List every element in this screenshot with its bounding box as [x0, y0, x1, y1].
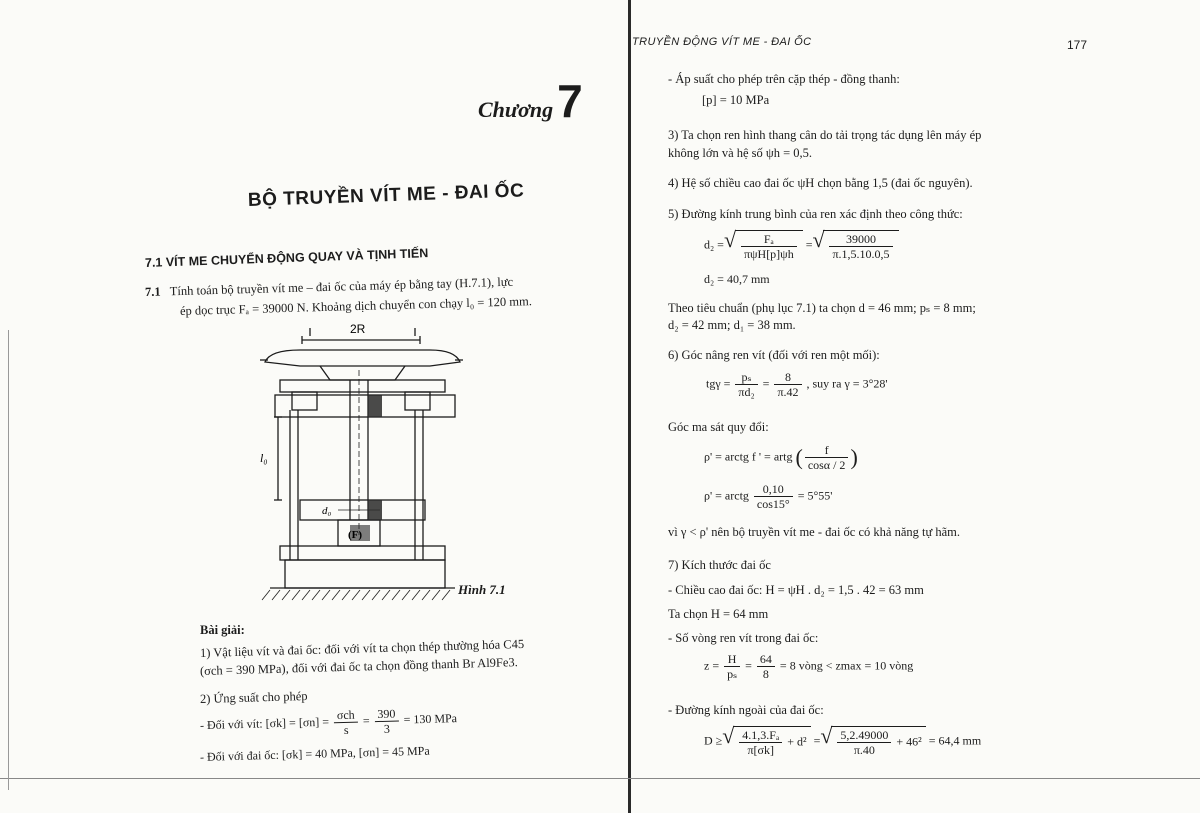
- page-number: 177: [1067, 38, 1088, 52]
- step7: 7) Kích thước đai ốc: [668, 558, 771, 572]
- friction-title: Góc ma sát quy đổi:: [668, 420, 769, 434]
- solution-heading: Bài giải:: [200, 623, 245, 637]
- press-machine-figure: [250, 320, 520, 605]
- section-title: 7.1 VÍT ME CHUYỂN ĐỘNG QUAY VÀ TỊNH TIẾN: [144, 246, 429, 270]
- rho-1-frac: [805, 443, 849, 472]
- rho-formula-2: [704, 482, 832, 511]
- figure-label-f: (F): [348, 529, 363, 541]
- frac-denominator: π.40: [853, 743, 875, 757]
- d2-frac-1: [741, 232, 797, 261]
- turns-title: - Số vòng ren vít trong đai ốc:: [668, 631, 819, 645]
- d2-formula: [704, 230, 899, 261]
- figure-label-2r: 2R: [350, 322, 366, 336]
- frac-numerator: √ 5,2.49000: [837, 728, 891, 743]
- frac-numerator: √ 39000: [829, 232, 892, 247]
- problem-line-1: Tính toán bộ truyền vít me – đai ốc của máy ép bằng tay (H.7.1), lực: [169, 274, 514, 299]
- tg-frac-1: [735, 370, 757, 399]
- rho-2-prefix: ρ' = arctg: [704, 488, 749, 503]
- tg-frac-2: [774, 370, 801, 399]
- scan-left-edge: [8, 330, 9, 790]
- step4: 4) Hệ số chiều cao đai ốc ψH chọn bằng 1,5 (đai ốc nguyên).: [668, 176, 973, 190]
- frac-numerator: H: [724, 652, 740, 667]
- problem-line-2: ép dọc trục Fₐ = 39000 N. Khoảng dịch chuyển con chạy l₀ = 120 mm.: [179, 294, 533, 318]
- frac-numerator: 8: [774, 370, 801, 385]
- frac-numerator: 0,10: [754, 482, 793, 497]
- d2-equals: =: [805, 237, 813, 252]
- frac-denominator: πψH[p]ψh: [743, 247, 794, 261]
- rho-2-frac: [754, 482, 793, 511]
- problem-number: 7.1: [144, 284, 161, 299]
- chapter-heading: [478, 74, 583, 128]
- frac-denominator: 3: [383, 721, 391, 736]
- turns-equals: =: [745, 658, 752, 673]
- frac-numerator: 64: [757, 652, 775, 667]
- outer-lhs: D ≥: [704, 733, 723, 748]
- outer-sqrt-2-tail: + 46²: [896, 734, 922, 749]
- frac-numerator: f: [805, 443, 849, 458]
- frac-denominator: π.42: [777, 385, 799, 399]
- outer-sqrt-1: [733, 726, 810, 757]
- step2-nut-line: - Đối với đai ốc: [σk] = 40 MPa, [σn] = 45 MPa: [199, 743, 430, 764]
- d2-result: d₂ = 40,7 mm: [704, 272, 770, 286]
- outer-equals: =: [813, 733, 821, 748]
- frac-numerator: √ 4.1,3.Fₐ: [739, 728, 782, 743]
- d2-sqrt-1: [735, 230, 803, 261]
- turns-result: = 8 vòng < zmax = 10 vòng: [779, 658, 914, 673]
- outer-frac-1: [739, 728, 782, 757]
- step6: 6) Góc nâng ren vít (đối với ren một mối):: [668, 348, 880, 362]
- chapter-word: Chương: [478, 97, 554, 122]
- choose-h: Ta chọn H = 64 mm: [668, 607, 769, 621]
- step2-screw-frac-1: [334, 708, 359, 738]
- tg-formula: [706, 370, 888, 399]
- rho-1-prefix: ρ' = arctg f ' = artg: [704, 449, 793, 464]
- turns-lhs: z =: [704, 658, 720, 673]
- frac-numerator: 390: [374, 706, 398, 722]
- frac-denominator: π[σk]: [747, 743, 775, 757]
- step2-screw-prefix: - Đối với vít: [σk] = [σn] =: [199, 714, 330, 733]
- frac-denominator: πd₂: [738, 385, 755, 399]
- scan-bottom-line: [0, 778, 1200, 779]
- frac-numerator: √ Fₐ: [741, 232, 797, 247]
- outer-sqrt-2: [831, 726, 925, 757]
- outer-title: - Đường kính ngoài của đai ốc:: [668, 703, 824, 717]
- step2-title: 2) Ứng suất cho phép: [199, 688, 308, 706]
- turns-formula: [704, 652, 913, 681]
- chapter-title: BỘ TRUYỀN VÍT ME - ĐAI ỐC: [247, 180, 525, 211]
- nut-height: - Chiều cao đai ốc: H = ψH . d₂ = 1,5 . 42 = 63 mm: [668, 583, 924, 597]
- frac-numerator: pₛ: [735, 370, 757, 385]
- self-lock-line: vì γ < ρ' nên bộ truyền vít me - đai ốc có khả năng tự hãm.: [668, 525, 961, 539]
- step1-line-2: (σch = 390 MPa), đối với đai ốc ta chọn đồng thanh Br Al9Fe3.: [199, 655, 518, 678]
- outer-sqrt-1-tail: + d²: [787, 734, 807, 749]
- frac-denominator: π.1,5.10.0,5: [832, 247, 890, 261]
- figure-label-l0: l₀: [260, 451, 268, 465]
- chapter-number: 7: [557, 75, 583, 127]
- outer-formula: [704, 726, 981, 757]
- turns-frac-1: [724, 652, 740, 681]
- pressure-line: - Áp suất cho phép trên cặp thép - đồng thanh:: [668, 72, 900, 86]
- pressure-value: [p] = 10 MPa: [702, 93, 770, 107]
- frac-denominator: 8: [762, 667, 769, 681]
- d2-frac-2: [829, 232, 892, 261]
- tg-result: , suy ra γ = 3°28': [806, 376, 888, 391]
- tg-equals: =: [762, 376, 770, 391]
- outer-frac-2: [837, 728, 891, 757]
- turns-frac-2: [757, 652, 775, 681]
- figure-caption: Hình 7.1: [458, 582, 506, 597]
- tg-lhs: tgγ =: [706, 376, 731, 391]
- standard-line-1: Theo tiêu chuẩn (phụ lục 7.1) ta chọn d = 46 mm; pₛ = 8 mm;: [668, 301, 976, 315]
- d2-sqrt-2: [823, 230, 898, 261]
- step1-line-1: 1) Vật liệu vít và đai ốc: đối với vít ta chọn thép thường hóa C45: [199, 636, 525, 660]
- step3-line-1: 3) Ta chọn ren hình thang cân do tải trọng tác dụng lên máy ép: [668, 128, 982, 142]
- step2-screw-line: [200, 705, 458, 741]
- step2-screw-equals: =: [362, 713, 370, 728]
- step2-screw-result: = 130 MPa: [403, 711, 458, 727]
- page-gutter: [628, 0, 631, 813]
- rho-formula-1: ρ' = arctg f ' = artg ( $\frac{f}{\cos\alpha / 2}$ ): [704, 443, 858, 472]
- frac-denominator: s: [343, 722, 349, 737]
- rho-2-result: = 5°55': [797, 488, 833, 503]
- running-head: TRUYỀN ĐỘNG VÍT ME - ĐAI ỐC: [632, 36, 812, 48]
- standard-line-2: d₂ = 42 mm; d₁ = 38 mm.: [668, 318, 796, 332]
- step2-screw-frac-2: [374, 706, 399, 736]
- step5: 5) Đường kính trung bình của ren xác định theo công thức:: [668, 207, 963, 221]
- right-page: [632, 0, 1200, 813]
- d2-lhs: d₂ =: [704, 237, 724, 252]
- outer-result: = 64,4 mm: [928, 733, 982, 748]
- frac-numerator: σch: [334, 708, 358, 724]
- frac-denominator: cos15°: [756, 497, 790, 511]
- figure-label-d0: d₀: [322, 505, 332, 517]
- frac-denominator: pₛ: [727, 667, 738, 681]
- step3-line-2: không lớn và hệ số ψh = 0,5.: [668, 146, 813, 160]
- frac-denominator: cosα / 2: [807, 458, 846, 472]
